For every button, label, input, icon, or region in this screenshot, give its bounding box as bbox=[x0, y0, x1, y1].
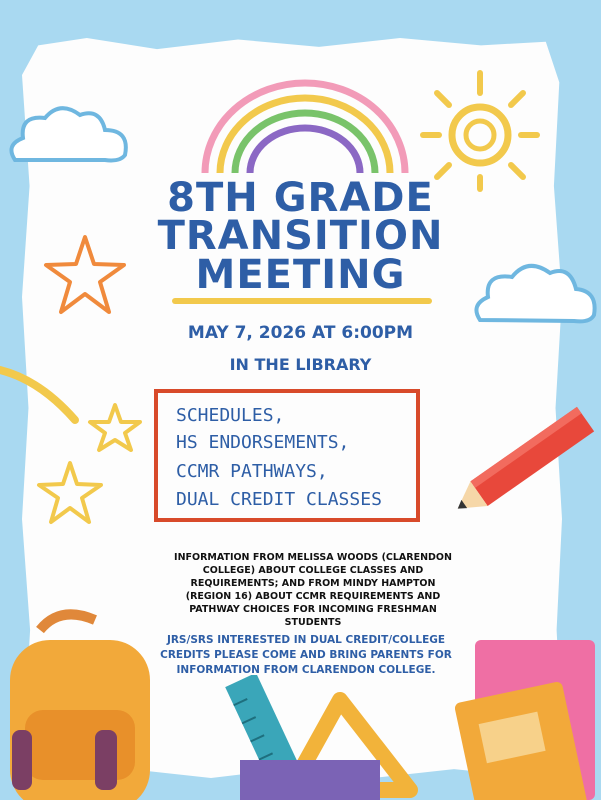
rainbow-icon bbox=[195, 78, 415, 178]
info-text: INFORMATION FROM MELISSA WOODS (CLARENDON COLLEGE) ABOUT COLLEGE CLASSES AND REQUIREMENTS; AND FROM MINDY HAMPTON (REGION 16) ABOUT CCMR REQUIREMENTS AND PATHWAY CHOICES FOR INCOMING FRESHMAN STUDENTS bbox=[174, 552, 452, 628]
event-location: IN THE LIBRARY bbox=[229, 355, 372, 374]
notebook-icon bbox=[455, 640, 601, 800]
pencil-icon bbox=[440, 395, 601, 535]
jrs-srs-text: JRS/SRS INTERESTED IN DUAL CREDIT/COLLEGE CREDITS PLEASE COME AND BRING PARENTS FOR INFORMATION FROM CLARENDON COLLEGE. bbox=[160, 634, 452, 676]
title-underline bbox=[172, 298, 432, 304]
star-icon bbox=[35, 460, 105, 525]
cloud-icon bbox=[5, 100, 135, 170]
shooting-star-icon bbox=[0, 360, 150, 455]
topic-item: DUAL CREDIT CLASSES bbox=[176, 489, 382, 510]
topic-item: SCHEDULES, bbox=[176, 405, 285, 426]
topic-item: HS ENDORSEMENTS, bbox=[176, 432, 350, 453]
backpack-icon bbox=[0, 600, 175, 800]
title-line-1: 8TH GRADE bbox=[167, 175, 434, 221]
event-date: MAY 7, 2026 AT 6:00PM bbox=[187, 323, 414, 343]
title-line-2: TRANSITION bbox=[157, 213, 444, 259]
topic-item: CCMR PATHWAYS, bbox=[176, 461, 328, 482]
ruler-icon bbox=[240, 740, 380, 800]
title-line-3: MEETING bbox=[195, 252, 406, 298]
